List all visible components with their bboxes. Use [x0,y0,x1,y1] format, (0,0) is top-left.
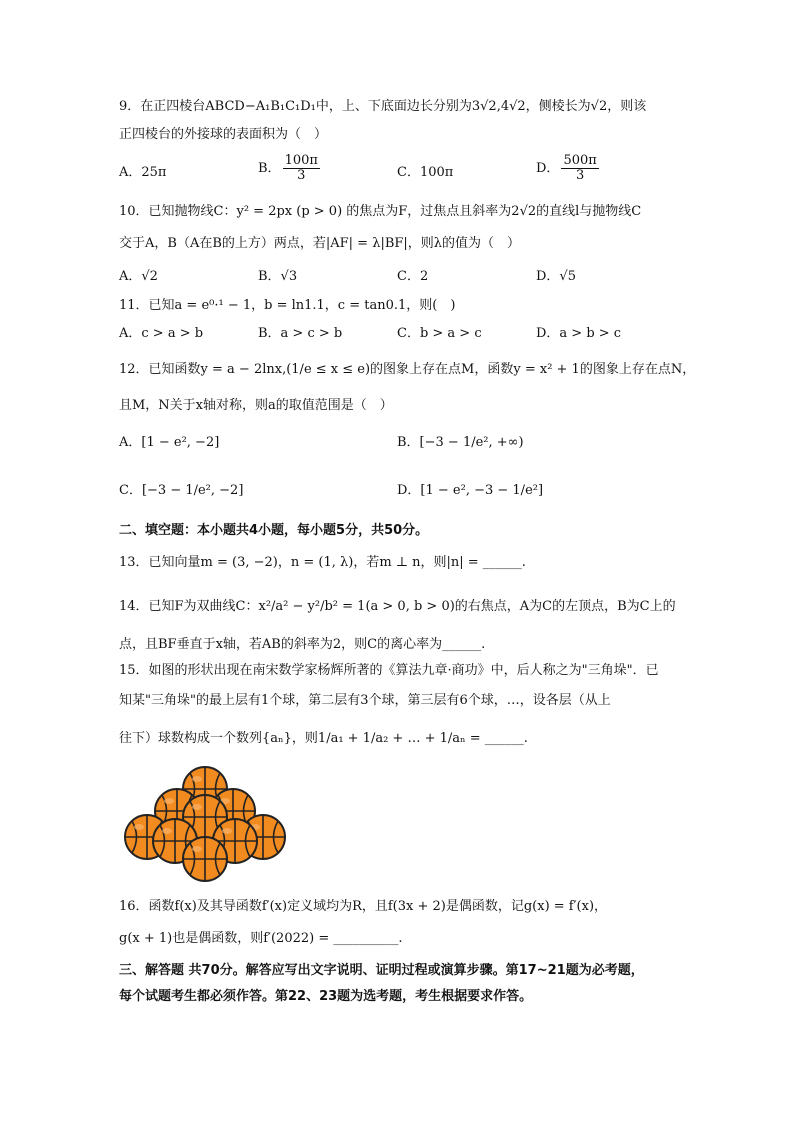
q9-option-d: D． $\frac{500\pi}{3}$ [536,153,597,183]
q9-option-a: A．25π [119,165,167,180]
q12-option-c: C．[−3 − 1/e², −2] [119,483,244,498]
q10-option-a: A．√2 [119,269,158,284]
q12-option-a: A．[1 − e², −2] [119,435,220,450]
q13-line: 13．已知向量m = (3, −2)，n = (1, λ)，若m ⊥ n，则|n| = ______. [119,555,526,570]
q11-option-c: C．b > a > c [397,326,482,341]
q12-option-b: B．[−3 − 1/e², +∞) [397,435,524,450]
q11-option-b: B．a > c > b [258,326,343,341]
section-answer-heading-line2: 每个试题考生都必须作答。第22、23题为选考题，考生根据要求作答。 [119,989,533,1004]
q9-line2: 正四棱台的外接球的表面积为（ ） [119,127,328,142]
q12-line1: 12．已知函数y = a − 2lnx,(1/e ≤ x ≤ e)的图象上存在点M，函数y = x² + 1的图象上存在点N， [119,362,696,377]
q9-option-c: C．100π [397,165,454,180]
q11-option-d: D．a > b > c [536,326,622,341]
q11-line1: 11．已知a = e⁰·¹ − 1，b = ln1.1，c = tan0.1，则( ) [119,298,456,313]
q10-line2: 交于A，B（A在B的上方）两点，若|AF| = λ|BF|，则λ的值为（ ） [119,236,521,251]
q15-line2: 知某"三角垛"的最上层有1个球，第二层有3个球，第三层有6个球，…，设各层（从上 [119,693,611,708]
q10-option-b: B．√3 [258,269,298,284]
q14-line2: 点，且BF垂直于x轴，若AB的斜率为2，则C的离心率为______. [119,637,486,652]
q16-line2: g(x + 1)也是偶函数，则f′(2022) = __________. [119,931,403,946]
q12-line2: 且M，N关于x轴对称，则a的取值范围是（ ） [119,398,393,413]
q9-option-b: B． $\frac{100\pi}{3}$ [258,153,318,183]
section-fill-in-heading: 二、填空题：本小题共4小题，每小题5分，共50分。 [119,523,429,538]
q15-line3: 往下）球数构成一个数列{aₙ}，则1/a₁ + 1/a₂ + … + 1/aₙ = ______. [119,731,528,746]
q14-line1: 14．已知F为双曲线C：x²/a² − y²/b² = 1(a > 0, b > 0)的右焦点，A为C的左顶点，B为C上的 [119,599,676,614]
q16-line1: 16．函数f(x)及其导函数f′(x)定义域均为R，且f(3x + 2)是偶函数，记g(x) = f′(x)， [119,899,608,914]
q10-line1: 10．已知抛物线C：y² = 2px (p > 0) 的焦点为F，过焦点且斜率为2√2的直线l与抛物线C [119,204,642,219]
q12-option-d: D．[1 − e², −3 − 1/e²] [397,483,544,498]
section-answer-heading-line1: 三、解答题 共70分。解答应写出文字说明、证明过程或演算步骤。第17~21题为必考题， [119,963,644,978]
q10-option-c: C．2 [397,269,429,284]
q10-option-d: D．√5 [536,269,576,284]
q15-line1: 15．如图的形状出现在南宋数学家杨辉所著的《算法九章·商功》中，后人称之为"三角垛"．已 [119,663,659,678]
basketball-pyramid-icon [119,765,291,885]
q9-line1: 9．在正四棱台ABCD−A₁B₁C₁D₁中，上、下底面边长分别为3√2,4√2，侧棱长为√2，则该 [119,99,647,114]
q11-option-a: A．c > a > b [119,326,204,341]
